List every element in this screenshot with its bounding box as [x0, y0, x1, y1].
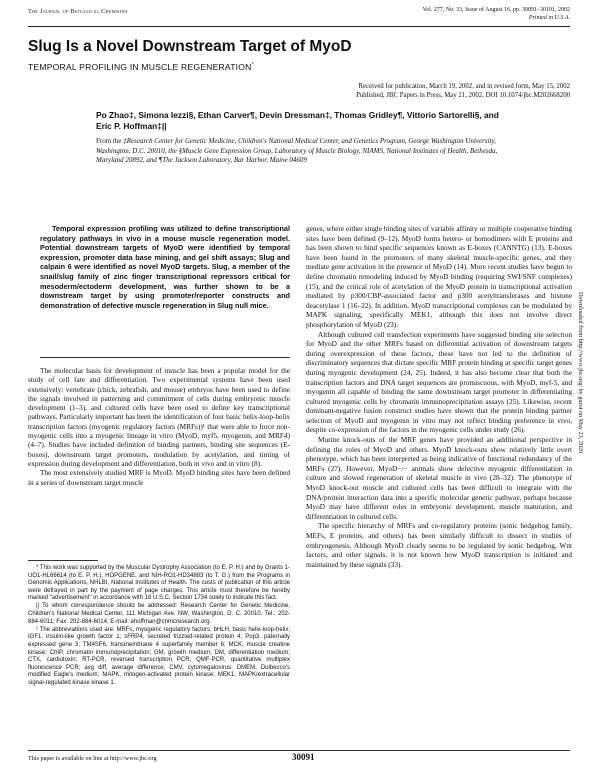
printed-in: Printed in U.S.A.	[528, 15, 570, 21]
footnote-rule	[28, 560, 98, 561]
author-list: Po Zhao‡, Simona Iezzi§, Ethan Carver¶, Devin Dressman‡, Thomas Gridley¶, Vittorio Sartorelli§, and Eric P. Hoffman‡||	[96, 110, 499, 131]
download-watermark	[576, 292, 586, 652]
subtitle-footnote-mark: *	[251, 62, 254, 69]
affiliation-text: ‡Research Center for Genetic Medicine, Children's National Medical Center, and Genetics Program, George Washington University, Washington, D.C. 20010, the §Muscle Gene Expression Group, Laboratory of Muscle Biology, NIAMS, National Institutes of Health, Bethesda, Maryland 20892, and ¶The Jackson Laboratory, Bar Harbor, Maine 04609	[96, 137, 498, 164]
intro-paragraph: The most extensively studied MRF is MyoD. MyoD binding sites have been defined in a series of downstream target muscle	[28, 468, 290, 487]
footnote-funding: * This work was supported by the Muscular Dystrophy Association (to E. P. H.) and by Grants 1-UO1-HL66614 (to E. P. H.), HOPGENE, and NIH-RO1-HD34883 (to T. G.) from the Programs in Genomic Applications, NHLBI, National Institutes of Health. The costs of publication of this article were defrayed in part by the payment of page charges. This article must therefore be hereby marked "advertisement" in accordance with 18 U.S.C. Section 1734 solely to indicate this fact.	[28, 565, 290, 602]
download-watermark-text: Downloaded from http://www.jbc.org/ by guest on May 23, 2020	[577, 292, 584, 454]
body-paragraph: Murine knock-outs of the MRF genes have provided an additional perspective in defining the roles of MyoD and others. MyoD knock-outs show relatively little overt phenotype, which has been interpreted as being indicative of functional redundancy of the MRFs (27). However, MyoD−/− animals show defective myogenic differentiation in culture and slowed regeneration of skeletal muscle in vivo (28–32). The phenotype of MyoD knock-out muscle and cultured cells has been difficult to integrate with the DNA/protein interaction data into a specific molecular genetic pathway, perhaps because MyoD may have different roles in embryonic development, muscle maturation, and differentiation in cultured cells.	[306, 435, 572, 521]
volume-line: Vol. 277, No. 33, Issue of August 16, pp. 30091–30101, 2002	[422, 7, 570, 13]
introduction	[28, 366, 290, 487]
affiliations	[96, 137, 516, 166]
body-paragraph: The specific hierarchy of MRFs and co-regulatory proteins (sonic hedgehog family, MEFs, E proteins, and others) has been similarly difficult to dissect in studies of embryogenesis. Although MyoD clearly seems to be regulated by sonic hedgehog, Wnt factors, and other signals, it is not known how MyoD transcription is initiated and maintained by these signals (33).	[306, 521, 572, 569]
affiliation-prefix: From the	[96, 137, 124, 145]
right-column	[306, 224, 572, 569]
article-title: Slug Is a Novel Downstream Target of MyoD	[28, 38, 352, 55]
footnote-correspondence: || To whom correspondence should be addressed: Research Center for Genetic Medicine, Children's National Medical Center, 111 Michigan Ave. NW, Washington, D. C. 20010. Tel.: 202-884-6011; Fax: 202-884-6014; E-mail: ehoffman@cnmcresearch.org.	[28, 603, 290, 625]
header-rule	[28, 26, 570, 27]
abstract-rule	[40, 357, 290, 358]
body-paragraph: Although cultured cell transfection experiments have suggested binding site selection for MyoD and the other MRFs based on differential activation of downstream targets during overexpression of these factors, these have not led to the definition of discriminatory sequences that dictate specific MRF protein binding at specific target genes during myogenic development (24, 25). Indeed, it has also become clear that both the transcription factors and DNA target sequences are promiscuous, with MyoD, myf-5, and myogenin all capable of binding the same downstream target promoter in differentiating cultured myogenic cells by chromatin immunoprecipitation assays (25). Likewise, recent dominant-negative fusion construct studies have shown that the protein binding partner selection of MyoD and myogenin in vitro may not reflect binding preference in vivo, despite co-expression of the factors in the myogenic cells under study (26).	[306, 329, 572, 435]
body-paragraph: genes, where either single binding sites of variable affinity or multiple cooperative binding sites have been defined (9–12). MyoD forms hetero- or homodimers with E proteins and has been shown to bind specific sequences known as E-boxes (CANNTG) (13). E-boxes have been found in the promoters of many skeletal muscle-specific genes, and they mediate gene activation in the presence of MyoD (14). More recent studies have begun to define chromatin remodeling induced by MyoD binding (requiring SWI/SNF complexes) (15), and the critical role of acetylation of the MyoD protein in transcriptional activation mediated by p300/CBP-associated factor and p300 acetyltransferases and histone deacetylase 1 (16–22). In addition, MyoD transcriptional complexes can be modulated by MAPK signaling, specifically MEK1, although this does not involve direct phosphorylation of MyoD (23).	[306, 224, 572, 329]
article-subtitle	[28, 62, 254, 72]
received-dates: Received for publication, March 19, 2002, and in revised form, May 15, 2002 Published, JBC Papers in Press, May 21, 2002, DOI 10.1074/jbc.M202668200	[356, 83, 570, 99]
footnote-abbreviations: ¹ The abbreviations used are: MRFs, myogenic regulatory factors; bHLH, basic helix-loop-helix; IGF1, insulin-like growth factor 1; sFRP4, secreted frizzled-related protein 4; Pop3, paternally expressed gene 3; TM4SF6, transmembrane 4 superfamily member 6; MCK, muscle creatine kinase; ChIP, chromatin immunoprecipitation; GM, growth medium; DM, differentiation medium; CTX, cardiotoxin; RT-PCR, reversed transcription PCR; QMF-PCR, quantitative multiplex fluorescence PCR; avg diff, average difference; CMV, cytomegalovirus; DMEM, Dulbecco's modified Eagle's medium; MAPK, mitogen-activated protein kinase; MEK1, MAPK/extracellular signal-regulated kinase kinase 1.	[28, 626, 290, 686]
intro-paragraph: The molecular basis for development of muscle has been a popular model for the study of cell fate and differentiation. Two experimental systems have been used extensively: vertebrate (chick, zebrafish, and mouse) embryos have been used to define the signals involved in patterning and commitment of cells during embryonic muscle development (1–3), and cultured cells have been used to define key transcriptional pathways. Particularly important has been the identification of four basic helix-loop-helix transcription factors (myogenic regulatory factors (MRFs))¹ that were able to force non-myogenic cells into a myogenic lineage in vitro (MyoD, myf5, myogenin, and MRF4) (4–7). Studies have included definition of binding partners, binding site sequences (E-boxes), downstream target promoters, modulation by acetylation, and timing of expression during development and differentiation, both in vivo and in vitro (8).	[28, 366, 290, 468]
footer-rule	[28, 750, 570, 751]
journal-name: The Journal of Biological Chemistry	[28, 8, 129, 15]
subtitle-text: TEMPORAL PROFILING IN MUSCLE REGENERATION	[28, 62, 252, 72]
issue-info	[423, 6, 570, 22]
footer-online-note: This paper is available on line at http://www.jbc.org	[28, 755, 157, 762]
abstract: Temporal expression profiling was utilized to define transcriptional regulatory pathways in vivo in a mouse muscle regeneration model. Potential downstream targets of MyoD were identified by temporal expression, promoter data base mining, and gel shift assays; Slug and calpain 6 were identified as novel MyoD targets. Slug, a member of the snail/slug family of zinc finger transcriptional repressors critical for mesoderm/ectoderm development, was further shown to be a downstream target by using promoter/reporter constructs and demonstration of defective muscle regeneration in Slug null mice.	[40, 224, 290, 310]
footnotes	[28, 565, 290, 688]
page-number: 30091	[292, 752, 315, 762]
